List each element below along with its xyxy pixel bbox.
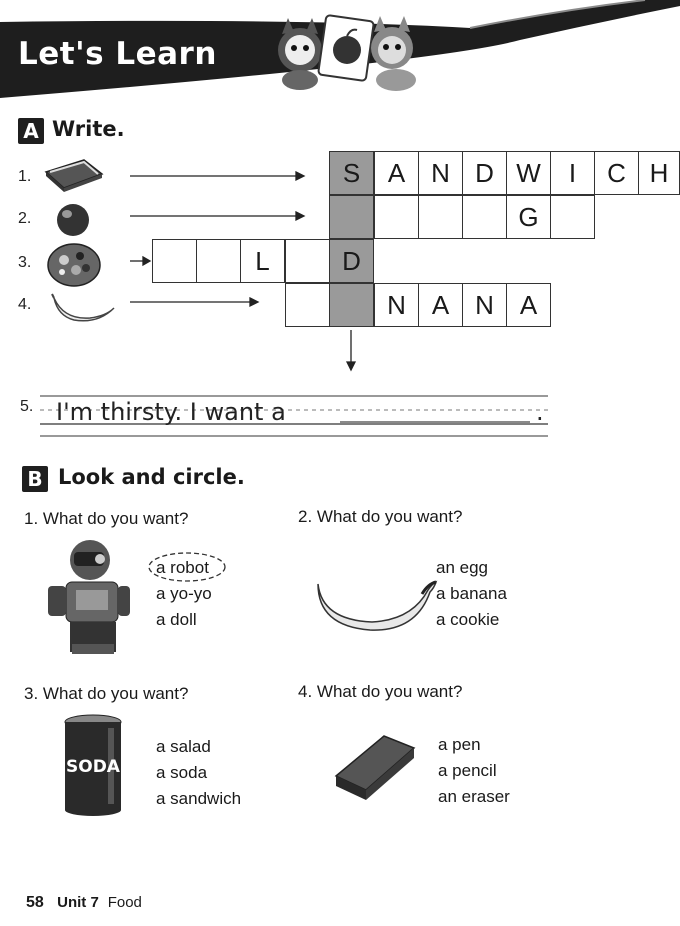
q1-option-3[interactable]: a doll bbox=[156, 610, 197, 629]
q3-option-3[interactable]: a sandwich bbox=[156, 789, 242, 808]
grid-cell: N bbox=[462, 283, 507, 327]
item-5-sentence: I'm thirsty. I want a bbox=[56, 398, 286, 426]
item-1-number: 1. bbox=[18, 168, 32, 185]
q1-option-1[interactable]: a robot bbox=[156, 558, 209, 577]
grid-cell bbox=[462, 195, 507, 239]
grid-cell bbox=[550, 195, 595, 239]
grid-cell bbox=[196, 239, 241, 283]
robot-icon bbox=[40, 538, 132, 658]
question-3: 3. What do you want? bbox=[24, 684, 189, 703]
page-number: 58 bbox=[26, 894, 44, 911]
grid-cell: I bbox=[550, 151, 595, 195]
question-4: 4. What do you want? bbox=[298, 682, 463, 701]
grid-cell bbox=[418, 195, 463, 239]
grid-cell bbox=[285, 283, 330, 327]
soda-can-label: SODA bbox=[66, 757, 120, 777]
grid-cell: S bbox=[329, 151, 374, 195]
section-b-title: Look and circle. bbox=[58, 465, 245, 489]
grid-cell: D bbox=[462, 151, 507, 195]
eraser-icon bbox=[332, 732, 418, 802]
q2-option-2[interactable]: a banana bbox=[436, 584, 507, 603]
q3-option-1[interactable]: a salad bbox=[156, 737, 211, 756]
page-title: Let's Learn bbox=[18, 36, 217, 72]
grid-cell: W bbox=[506, 151, 551, 195]
grid-cell bbox=[285, 239, 330, 283]
grid-cell bbox=[152, 239, 197, 283]
unit-label: Unit 7 bbox=[57, 894, 99, 911]
grid-cell: G bbox=[506, 195, 551, 239]
grid-cell: D bbox=[329, 239, 374, 283]
q2-option-1[interactable]: an egg bbox=[436, 558, 488, 577]
q1-option-2[interactable]: a yo-yo bbox=[156, 584, 212, 603]
section-b-badge: B bbox=[22, 466, 48, 492]
item-5-period: . bbox=[536, 398, 544, 426]
grid-cell: A bbox=[374, 151, 419, 195]
q4-option-1[interactable]: a pen bbox=[438, 735, 481, 754]
section-a-title: Write. bbox=[52, 117, 125, 141]
section-a-badge: A bbox=[18, 118, 44, 144]
q4-option-2[interactable]: a pencil bbox=[438, 761, 497, 780]
grid-cell bbox=[329, 283, 374, 327]
grid-cell: L bbox=[240, 239, 285, 283]
item-2-number: 2. bbox=[18, 210, 32, 227]
grid-cell: H bbox=[638, 151, 680, 195]
item-4-number: 4. bbox=[18, 296, 32, 313]
page-footer bbox=[26, 894, 142, 912]
grid-cell: C bbox=[594, 151, 639, 195]
banana-icon bbox=[312, 576, 438, 636]
grid-cell: A bbox=[506, 283, 551, 327]
grid-cell: N bbox=[374, 283, 419, 327]
grid-cell: A bbox=[418, 283, 463, 327]
q2-option-3[interactable]: a cookie bbox=[436, 610, 500, 629]
unit-topic: Food bbox=[107, 894, 142, 911]
q3-option-2[interactable]: a soda bbox=[156, 763, 208, 782]
grid-cell bbox=[329, 195, 374, 239]
grid-cell: N bbox=[418, 151, 463, 195]
q4-option-3[interactable]: an eraser bbox=[438, 787, 510, 806]
item-3-number: 3. bbox=[18, 254, 32, 271]
item-5-number: 5. bbox=[20, 398, 34, 415]
grid-cell bbox=[374, 195, 419, 239]
question-2: 2. What do you want? bbox=[298, 507, 463, 526]
question-1: 1. What do you want? bbox=[24, 509, 189, 528]
